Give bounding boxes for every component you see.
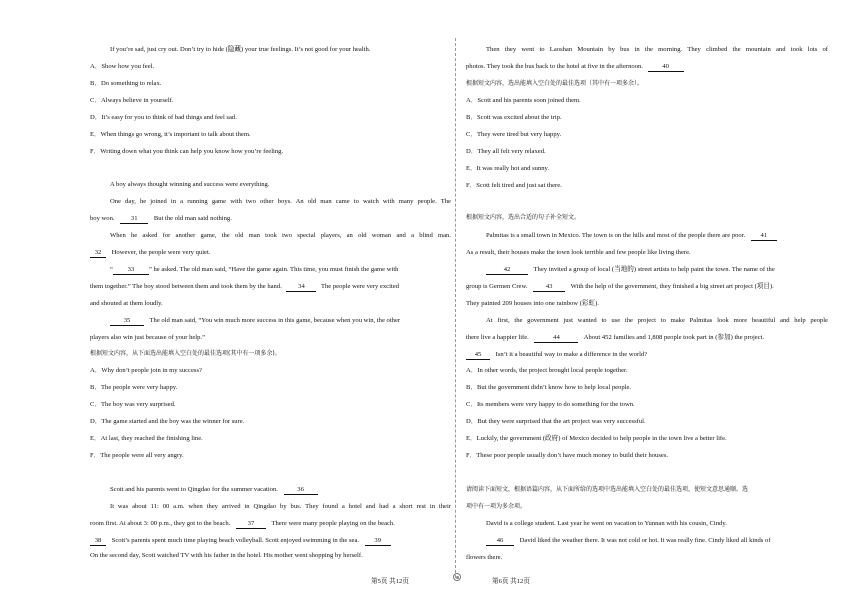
text-line [90,519,395,529]
instruction: 根据短文内容，从下面选出能填入空白处的最佳选项(其中有一项多余)。 [90,350,281,357]
instruction: 项中有一项为多余项。 [466,503,527,510]
blank-35: 35 [110,317,144,326]
blank-45: 45 [466,351,490,360]
option-c: C．They were tired but very happy. [466,131,562,138]
text-span: there live a happier life. [466,334,529,341]
text-span: ” he asked. The old man said, “Have the game again. This time, you must finish the game with [148,266,399,273]
text-span: photos. They took the bus back to the hotel at five in the afternoon. [466,63,643,70]
text-span: The people were very excited [320,283,399,290]
text-span: But the old man said nothing. [153,215,232,222]
option-e: E．When things go wrong, it’s important to talk about them. [90,131,251,138]
option-b: B．Scott was excited about the trip. [466,114,562,121]
option-b: B．But the government didn’t know how to help local people. [466,384,632,391]
blank-36: 36 [284,486,318,495]
text-line: As a result, their houses make the town look terrible and few people like living there. [466,249,691,256]
option-f: F．Scott felt tired and just sat there. [466,182,562,189]
text-span: group is Germen Crew. [466,283,528,290]
instruction: 根据短文内容，选出能填入空白处的最佳选项（其中有一项多余）。 [466,80,644,87]
text-span: The old man said, “You win much more success in this game, because when you win, the other [149,317,401,324]
option-f: F．Writing down what you think can help you know how you’re feeling. [90,148,284,155]
text-span: “ [110,266,113,273]
text-line [110,485,318,495]
option-b: B．Do something to relax. [90,80,162,87]
text-line: If you’re sad, just cry out. Don’t try to hide (隐藏) your true feelings. It’s not good for your health. [110,46,371,53]
option-b: B．The people were very happy. [90,384,178,391]
blank-40: 40 [648,63,684,72]
blank-38: 38 [90,537,106,546]
text-line: They painted 209 houses into one rainbow (彩虹). [466,300,599,307]
text-line [466,333,764,343]
text-line: On the second day, Scott watched TV with his father in the hotel. His mother went shopping by herself. [90,552,363,559]
option-c: C．The boy was very surprised. [90,401,176,408]
blank-39: 39 [365,537,391,546]
option-e: E．Luckily, the government (政府) of Mexico decided to help people in the town live a better life. [466,435,727,442]
text-line [90,536,391,546]
option-c: C．Always believe in yourself. [90,97,174,104]
text-span: them together.” The boy stood between them and took them by the hand. [90,283,282,290]
blank-33: 33 [113,266,149,275]
option-f: F．These poor people usually don’t have much money to build their houses. [466,452,669,459]
option-f: F．The people were all very angry. [90,452,184,459]
text-line: It was about 11: 00 a.m. when they arrived in Qingdao by bus. They found a hotel and had a short rest in their [110,503,451,510]
text-line: players also win just because of your help.” [90,334,205,341]
text-line: One day, he joined in a running game with two other boys. An old man came to watch with many people. The [110,198,451,205]
blank-32: 32 [90,249,106,258]
blank-43: 43 [533,283,565,292]
text-line [466,350,647,360]
text-span: However, the people were very quiet. [111,249,211,256]
text-line [466,62,684,72]
text-span: Scott and his parents went to Qingdao for the summer vacation. [110,486,278,493]
page-number-right: 第6页 共12页 [492,578,530,585]
text-line: When he asked for another game, the old man took two special players, an old woman and a blind man. [110,232,451,239]
option-e: E．At last, they reached the finishing line. [90,435,203,442]
text-line [90,214,232,224]
text-span: There were many people playing on the beach. [271,520,395,527]
text-line [110,316,400,326]
option-d: D．They all felt very relaxed. [466,148,546,155]
text-line: At first, the government just wanted to use the project to make Palmitas look more beautiful and help people [486,317,828,324]
blank-34: 34 [286,283,316,292]
text-span: David liked the weather there. It was not cold or hot. It was really fine. Cindy liked all kinds of [519,537,771,544]
text-line [466,282,774,292]
text-span: Scott’s parents spent much time playing beach volleyball. Scott enjoyed swimming in the sea. [111,537,360,544]
option-a: A．Show how you feel. [90,63,155,70]
text-line [90,248,210,258]
text-line [486,265,775,275]
option-e: E．It was really hot and sunny. [466,165,550,172]
option-d: D．But they were surprised that the art project was very successful. [466,418,646,425]
blank-37: 37 [236,520,266,529]
text-span: About 452 families and 1,808 people took part in (参加) the project. [583,334,765,341]
text-line: Then they went to Laoshan Mountain by bus in the morning. They climbed the mountain and took lots of [486,46,828,53]
text-line [90,282,399,292]
text-line [110,265,398,275]
blank-42: 42 [486,266,528,275]
text-span: boy won. [90,215,115,222]
text-line: David is a college student. Last year he went on vacation to Yunnan with his cousin, Cindy. [486,520,727,527]
option-c: C．Its members were very happy to do something for the town. [466,401,635,408]
text-span: Palmitas is a small town in Mexico. The town is on the hills and most of the people there are poor. [486,232,746,239]
blank-41: 41 [751,232,777,241]
option-a: A．Why don’t people join in my success? [90,367,202,374]
page-divider [455,38,456,578]
page-number-left: 第5页 共12页 [371,578,409,585]
instruction: 请阅读下面短文，根据语篇内容，从下面所给的选项中选出能填入空白处的最佳选项，使短文意思通顺。选 [466,486,749,493]
text-line: A boy always thought winning and success were everything. [110,181,270,188]
text-span: Isn’t it a beautiful way to make a difference in the world? [495,351,648,358]
text-span: room first. At about 3: 00 p.m., they got to the beach. [90,520,231,527]
text-line: flowers there. [466,554,503,561]
blank-31: 31 [120,215,148,224]
blank-46: 46 [486,537,514,546]
binding-circle-icon [453,573,461,581]
option-a: A．In other words, the project brought local people together. [466,367,628,374]
option-d: D．The game started and the boy was the winner for sure. [90,418,245,425]
text-line [486,536,771,546]
blank-44: 44 [534,334,578,343]
text-line [486,231,777,241]
text-span: With the help of the government, they finished a big street art project (项目). [570,283,774,290]
option-d: D．It’s easy for you to think of bad things and feel sad. [90,114,237,121]
instruction: 根据短文内容，选出合适的句子补全短文。 [466,214,581,221]
option-a: A．Scott and his parents soon joined them. [466,97,581,104]
text-span: They invited a group of local (当地的) street artists to help paint the town. The name of the [533,266,775,273]
text-line: and shouted at them loudly. [90,300,163,307]
